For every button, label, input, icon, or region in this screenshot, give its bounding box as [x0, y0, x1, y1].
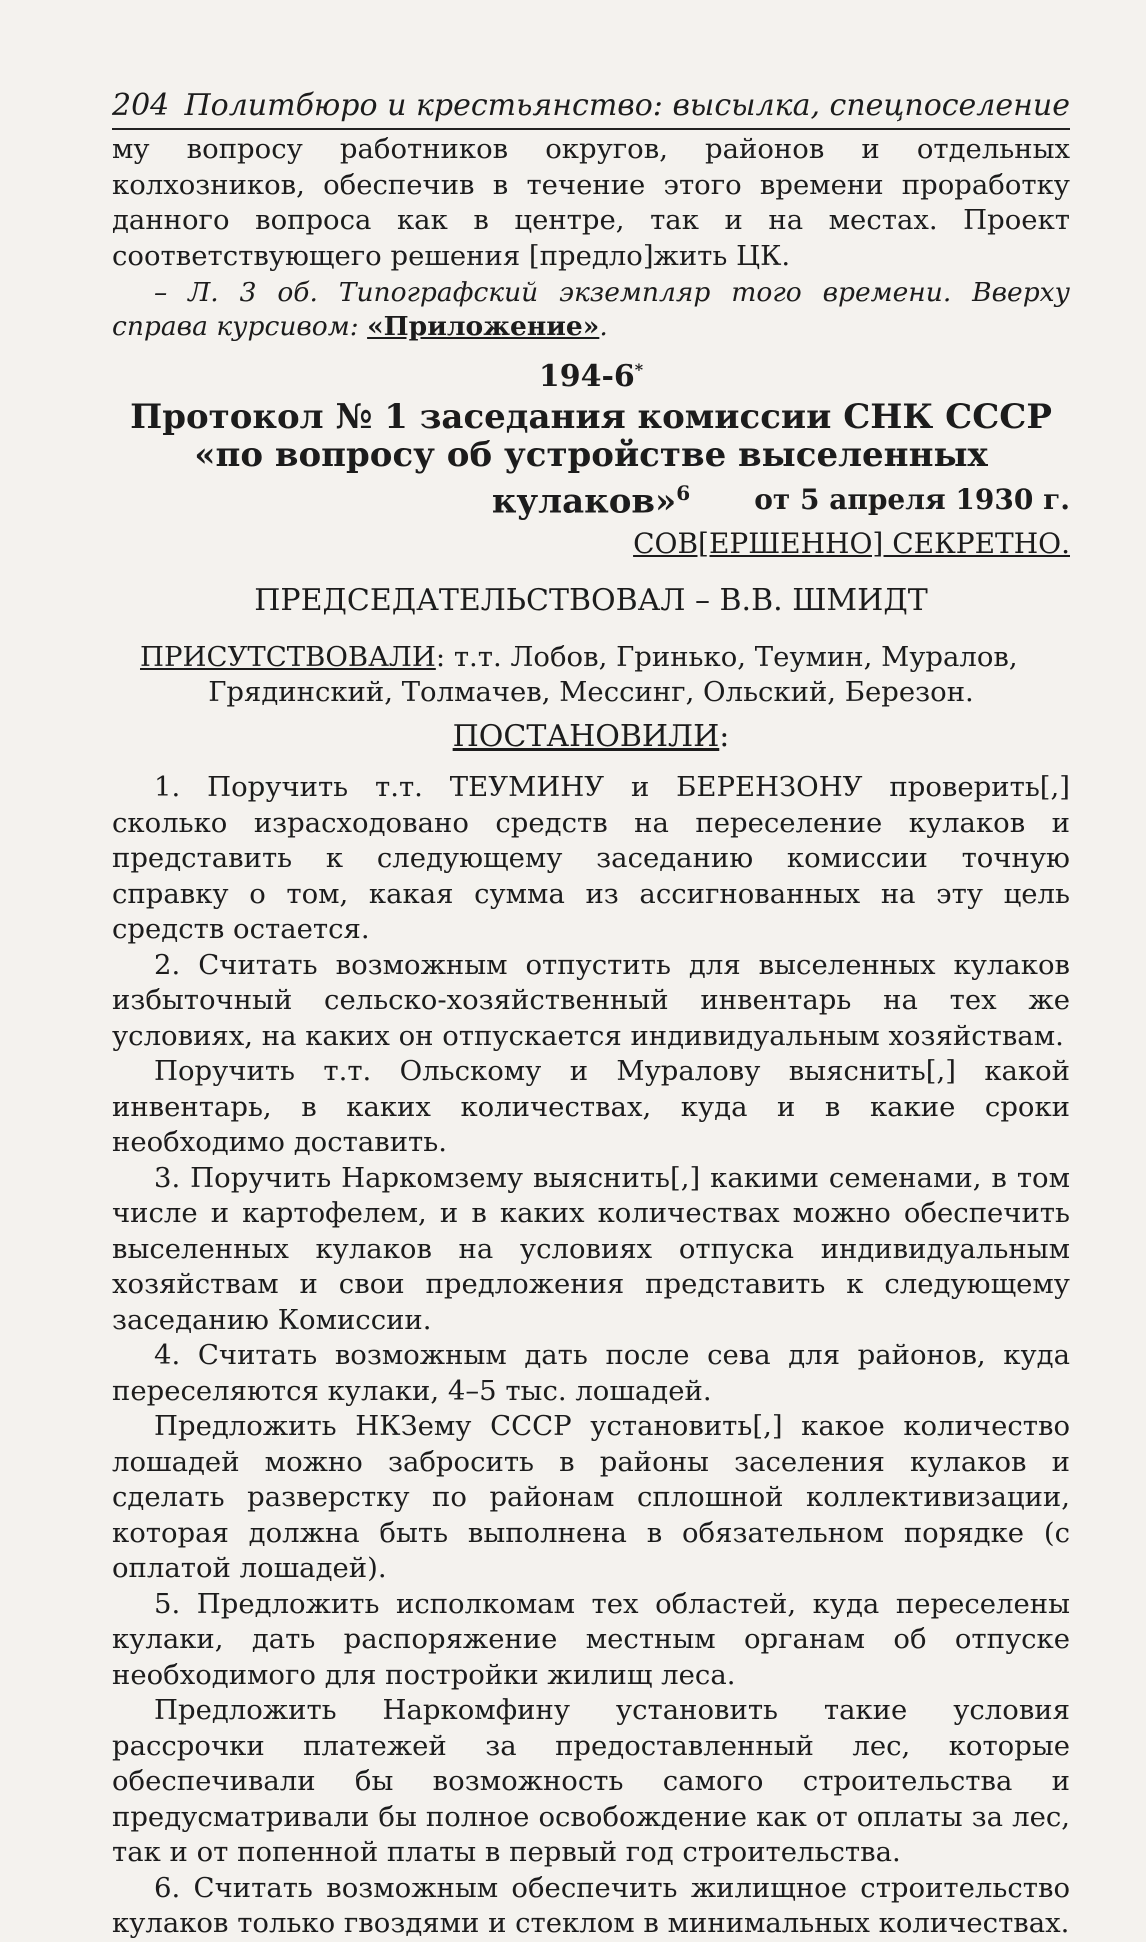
present-names-1: : т.т. Лобов, Гринько, Теумин, Муралов, — [435, 641, 1018, 673]
chaired-by: ПРЕДСЕДАТЕЛЬСТВОВАЛ – В.В. ШМИДТ — [254, 583, 928, 618]
resolved-heading: ПОСТАНОВИЛИ: — [452, 719, 730, 754]
resolution-item: 1. Поручить т.т. ТЕУМИНУ и БЕРЕНЗОНУ проверить[,] сколько израсходовано средств на переселение кулаков и представить к следующему заседанию комиссии точную справку о том, какая сумма из ассигнованных на эту цель средств остается. — [112, 771, 1070, 945]
resolution-item: Предложить Наркомфину установить такие условия рассрочки платежей за предоставленный лес, которые обеспечивали бы возможность самого строительства и предусматривали бы полное освобождение как от оплаты за лес, так и от попенной платы в первый год строительства. — [112, 1694, 1070, 1868]
resolution-item: 5. Предложить исполкомам тех областей, куда переселены кулаки, дать распоряжение местным органам об отпуске необходимого для постройки жилищ леса. — [112, 1587, 1070, 1691]
page-number: 204 — [112, 88, 170, 123]
present-list — [112, 640, 1070, 710]
running-header — [112, 84, 1070, 130]
title-footnote: 6 — [676, 481, 691, 505]
document-number-mark: * — [634, 360, 644, 379]
classification: СОВ[ЕРШЕННО] СЕКРЕТНО. — [633, 527, 1070, 560]
present-label: ПРИСУТСТВОВАЛИ — [140, 641, 436, 673]
source-note-text: – Л. 3 об. Типографский экземпляр того времени. Вверху справа курсивом: — [112, 277, 1070, 342]
document-number: 194-6* — [538, 359, 644, 394]
title-line-1: Протокол № 1 заседания комиссии СНК СССР — [130, 397, 1052, 437]
carry-over-paragraph: му вопросу работников округов, районов и отдельных колхозников, обеспечив в течение этого времени проработку данного вопроса как в центре, так и на местах. Проект соответствующего решения [предло]жить ЦК. — [112, 133, 1070, 272]
present-names-2: Грядинский, Толмачев, Мессинг, Ольский, Березон. — [208, 676, 974, 708]
running-title: Политбюро и крестьянство: высылка, спецпоселение — [184, 88, 1070, 123]
source-note-end: . — [599, 311, 608, 342]
document-date: от 5 апреля 1930 г. — [754, 483, 1070, 516]
resolution-item: 2. Считать возможным отпустить для выселенных кулаков избыточный сельско-хозяйственный инвентарь на тех же условиях, на каких он отпускается индивидуальным хозяйствам. — [112, 948, 1070, 1052]
resolution-item: 3. Поручить Наркомзему выяснить[,] какими семенами, в том числе и картофелем, и в каких количествах можно обеспечить выселенных кулаков на условиях отпуска индивидуальным хозяйствам и свои предложения представить к следующему заседанию Комиссии. — [112, 1161, 1070, 1336]
resolution-item: 4. Считать возможным дать после сева для районов, куда переселяются кулаки, 4–5 тыс. лошадей. — [112, 1339, 1070, 1407]
resolutions-list — [112, 770, 1070, 1942]
source-note — [112, 276, 1070, 344]
resolution-item: 6. Считать возможным обеспечить жилищное строительство кулаков только гвоздями и стеклом в минимальных количествах. — [112, 1871, 1070, 1939]
appendix-label: «Приложение» — [367, 311, 600, 342]
resolution-item: Предложить НКЗему СССР установить[,] какое количество лошадей можно забросить в районы заселения кулаков и сделать разверстку по районам сплошной коллективизации, которая должна быть выполнена в обязательном порядке (с оплатой лошадей). — [112, 1410, 1070, 1584]
resolution-item: Поручить т.т. Ольскому и Муралову выяснить[,] какой инвентарь, в каких количествах, куда и в какие сроки необходимо доставить. — [112, 1055, 1070, 1158]
title-line-2: «по вопросу об устройстве выселенных кулаков»$^6$ — [194, 435, 988, 522]
